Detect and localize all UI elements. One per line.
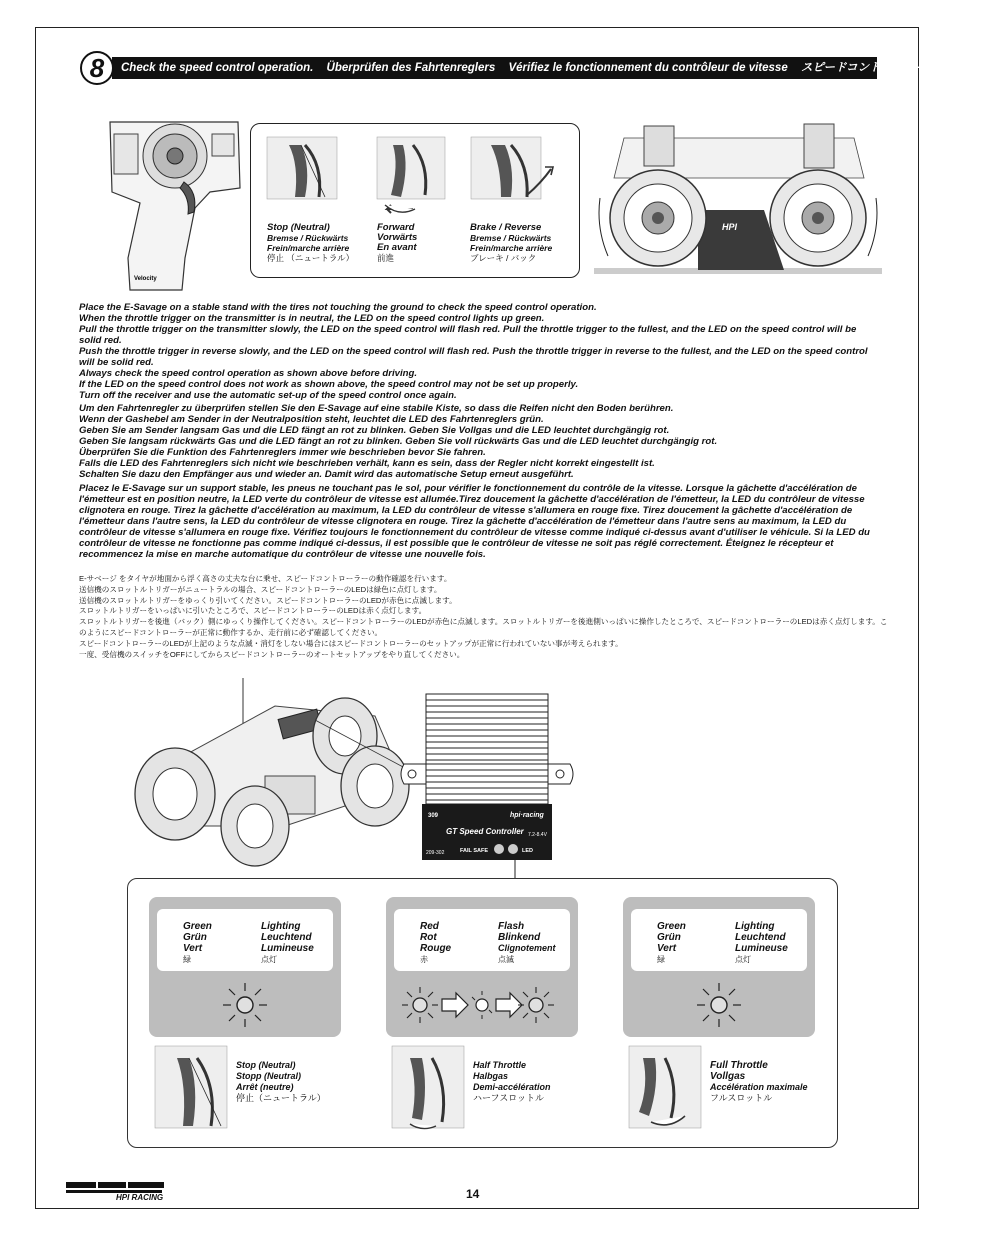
esc-failsafe: FAIL SAFE [460, 848, 489, 854]
footer-logo-text: HPI RACING [116, 1193, 164, 1202]
esc-voltage: 7.2-8.4V [528, 832, 547, 838]
step-title-en: Check the speed control operation. [121, 62, 314, 74]
transmitter-brand: Velocity [134, 276, 157, 282]
esc-status-led [508, 844, 518, 854]
truck-wheel-rr [341, 746, 409, 826]
step-number: 8 [80, 51, 114, 85]
step-title-bar [112, 57, 985, 79]
truck-on-stand-illustration [594, 118, 882, 278]
trigger-reverse-diagram [471, 137, 553, 199]
monster-truck-illustration [125, 676, 425, 876]
step-title-de: Überprüfen des Fahrtenreglers [326, 62, 496, 74]
transmitter-illustration [100, 108, 250, 298]
hpi-racing-logo [66, 1179, 166, 1201]
instructions-jp: E-サベージ をタイヤが地面から浮く高さの丈夫な台に乗せ、スピードコントローラーの動作確認を行います。 送信機のスロットルトリガーがニュートラルの場合、スピードコントローラーのLEDは緑色に点灯します。 送信機のスロットルトリガーをゆっくり引いてください。スピードコントローラーのLEDが赤色に点滅します。 スロットルトリガーをいっぱいに引いたところで、スピードコントローラーのLEDは赤く点灯します。 スロットルトリガーを後進（バック）側にゆっくり操作してください。スピードコントローラーのLEDが赤色に点滅します。スロットルトリガーを後進側いっぱいに操作したところで、スピードコントローラーのLEDは赤く点灯します。このようにスピードコントローラーが正常に動作するか、走行前に必ず確認してください。 スピードコントローラーのLEDが上記のような点滅・消灯をしない場合にはスピードコントローラーのセットアップが正常に行われていない事が考えられます。 一度、受信機のスイッチをOFFにしてからスピードコントローラーのオートセットアップをやり直してください。 [79, 574, 888, 659]
trigger-diagrams [265, 135, 565, 220]
trigger-half-small [392, 1046, 472, 1132]
trigger-caption-neutral: Stop (Neutral) Bremse / Rückwärts Frein/marche arrière 停止 （ニュートラル） [267, 222, 355, 263]
page-number: 14 [466, 1187, 480, 1201]
led-state-half-label: Red Rot Rouge 赤 Flash Blinkend Clignotement 点滅 [394, 909, 570, 971]
trigger-caption-reverse: Brake / Reverse Bremse / Rückwärts Frein/marche arrière ブレーキ / バック [470, 222, 553, 263]
rear-wheel [770, 170, 866, 266]
esc-led-label: LED [522, 848, 533, 854]
truck-wheel-fl [135, 748, 215, 840]
trigger-neutral-small [155, 1046, 235, 1132]
esc-brand: hpi·racing [510, 812, 544, 819]
front-wheel [610, 170, 706, 266]
trigger-forward-diagram [377, 137, 445, 213]
esc-model: 309 [428, 813, 439, 819]
truck-wheel-fr [221, 786, 289, 866]
esc-failsafe-led [494, 844, 504, 854]
throttle-caption-neutral: Stop (Neutral) Stopp (Neutral) Arrêt (neutre) 停止（ニュートラル） [236, 1060, 326, 1103]
mount-hole-right [556, 770, 564, 778]
led-glyphs [149, 975, 839, 1035]
instructions-de: Um den Fahrtenregler zu überprüfen stellen Sie den E-Savage auf eine stabile Kiste, so dass die Reifen nicht den Boden berühren. Wenn der Gashebel am Sender in der Neutralposition steht, leuchtet die LED des Fahrtenreglers grün. Geben Sie am Sender langsam Gas und die LED fängt an rot zu blinken. Geben Sie Vollgas und die LED leuchtet durchgängig rot. Geben Sie langsam rückwärts Gas und die LED fängt an rot zu blinken. Geben Sie voll rückwärts Gas und die LED leuchtet durchgängig rot. Überprüfen Sie die Funktion des Fahrtenreglers immer wie beschrieben bevor Sie fahren. Falls die LED des Fahrtenreglers sich nicht wie beschrieben verhält, kann es sein, dass der Regler nicht korrekt eingestellt ist. Schalten Sie dazu den Empfänger aus und wieder an. Damit wird das automatische Setup erneut ausgeführt. [79, 403, 718, 480]
throttle-caption-half: Half Throttle Halbgas Demi-accélération ハーフスロットル [473, 1060, 551, 1103]
esc-name: GT Speed Controller [446, 827, 524, 836]
led-glow-icon [697, 983, 741, 1027]
led-state-neutral-label: Green Grün Vert 緑 Lighting Leuchtend Lumineuse 点灯 [157, 909, 333, 971]
mount-hole-left [408, 770, 416, 778]
trigger-neutral-diagram [267, 137, 337, 199]
trigger-full-small [629, 1046, 709, 1132]
instructions-en: Place the E-Savage on a stable stand with the tires not touching the ground to check the speed control operation. When the throttle trigger on the transmitter is in neutral, the LED on the speed control lights up green. Pull the throttle trigger on the transmitter slowly, the LED on the speed control will flash red. Pull the throttle trigger to the fullest, and the LED on the speed control will be solid red. Push the throttle trigger in reverse slowly, and the LED on the speed control will flash red. Push the throttle trigger in reverse to the fullest, and the LED on the speed control will be solid red. Always check the speed control operation as shown above before driving. If the LED on the speed control does not work as shown above, the speed control may not be set up properly. Turn off the receiver and use the automatic set-up of the speed control once again. [79, 302, 868, 401]
speed-controller-closeup [420, 694, 554, 860]
step-title-fr: Vérifiez le fonctionnement du contrôleur de vitesse [508, 62, 788, 74]
throttle-caption-full: Full Throttle Vollgas Accélération maximale フルスロットル [710, 1060, 808, 1103]
led-glow-icon [223, 983, 267, 1027]
arrow-right-icon [442, 993, 468, 1017]
esc-part: 209-302 [426, 850, 445, 856]
led-flash-icon [402, 987, 554, 1023]
stand-logo: HPI [722, 222, 738, 232]
step-title-jp: スピードコントローラーの動作確認 [800, 62, 985, 74]
instructions-fr: Placez le E-Savage sur un support stable, les pneus ne touchant pas le sol, pour vérifier le fonctionnement du contrôle de la vitesse. Lorsque la gâchette d'accélération de l'émetteur est en position neutre, la LED verte du contrôleur de vitesse est allumée.Tirez doucement la gâchette d'accélération de l'émetteur, la LED du contrôleur de vitesse clignotera en rouge. Tirez la gâchette d'accélération au maximum, la LED du contrôleur de vitesse s'allumera en rouge fixe. Tirez doucement la gâchette d'accélération de l'émetteur dans l'autre sens, la LED du contrôleur de vitesse clignotera en rouge. Tirez la gâchette d'accélération de l'émetteur dans l'autre sens au maximum, la LED du contrôleur de vitesse s'allumera en rouge fixe. Vérifiez toujours le fonctionnement du contrôleur de vitesse comme indiqué ci-dessus avant d'utiliser le véhicule. Si la LED du contrôleur de vitesse ne fonctionne pas comme indiqué ci-dessus, il est possible que le contrôleur de vitesse ne soit pas réglé correctement. Éteignez le récepteur et recommencez la mise en marche automatique du contrôleur de vitesse une nouvelle fois. [79, 483, 870, 560]
trigger-caption-forward: Forward Vorwärts En avant 前進 [377, 222, 418, 263]
led-state-full-label: Green Grün Vert 緑 Lighting Leuchtend Lumineuse 点灯 [631, 909, 807, 971]
